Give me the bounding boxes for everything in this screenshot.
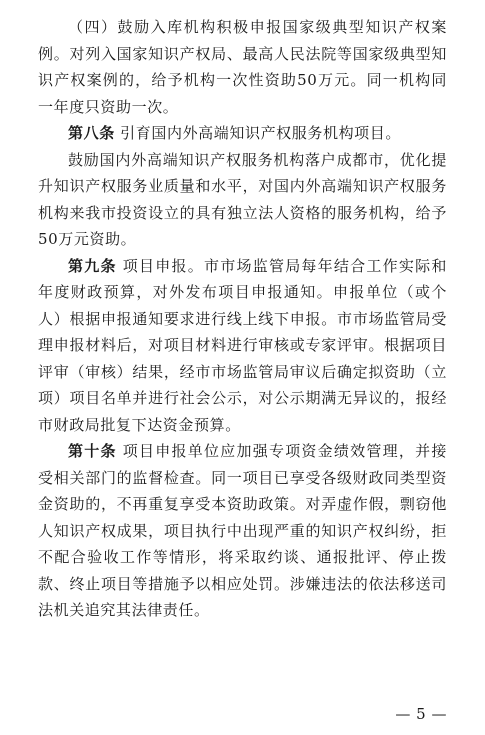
article-10	[38, 438, 447, 624]
article-text: 项目申报。市市场监管局每年结合工作实际和年度财政预算，对外发布项目申报通知。申报单位（或个人）根据申报通知要求进行线上线下申报。市市场监管局受理申报材料后，对项目材料进行审核或专家评审。根据项目评审（审核）结果，经市市场监管局审议后确定拟资助（立项）项目名单并进行社会公示，对公示期满无异议的，报经市财政局批复下达资金预算。	[38, 256, 447, 434]
page-number: — 5 —	[395, 705, 447, 723]
paragraph-text: （四）鼓励入库机构积极申报国家级典型知识产权案例。对列入国家知识产权局、最高人民法院等国家级典型知识产权案例的，给予机构一次性资助50万元。同一机构同一年度只资助一次。	[38, 18, 447, 116]
paragraph-text: 鼓励国内外高端知识产权服务机构落户成都市，优化提升知识产权服务业质量和水平，对国内外高端知识产权服务机构来我市投资设立的具有独立法人资格的服务机构，给予50万元资助。	[38, 150, 447, 248]
paragraph-clause-4	[38, 14, 447, 120]
article-text: 引育国内外高端知识产权服务机构项目。	[114, 124, 401, 142]
article-number: 第八条	[68, 124, 115, 142]
article-number: 第十条	[68, 442, 117, 460]
article-number: 第九条	[68, 256, 117, 275]
article-8-title	[38, 120, 447, 147]
article-text: 项目申报单位应加强专项资金绩效管理，并接受相关部门的监督检查。同一项目已享受各级财政同类型资金资助的，不再重复享受本资助政策。对弄虚作假，剽窃他人知识产权成果，项目执行中出现严重的知识产权纠纷，拒不配合验收工作等情形，将采取约谈、通报批评、停止拨款、终止项目等措施予以相应处罚。涉嫌违法的依法移送司法机关追究其法律责任。	[38, 442, 447, 619]
article-9	[38, 253, 447, 439]
article-8-body	[38, 147, 447, 253]
